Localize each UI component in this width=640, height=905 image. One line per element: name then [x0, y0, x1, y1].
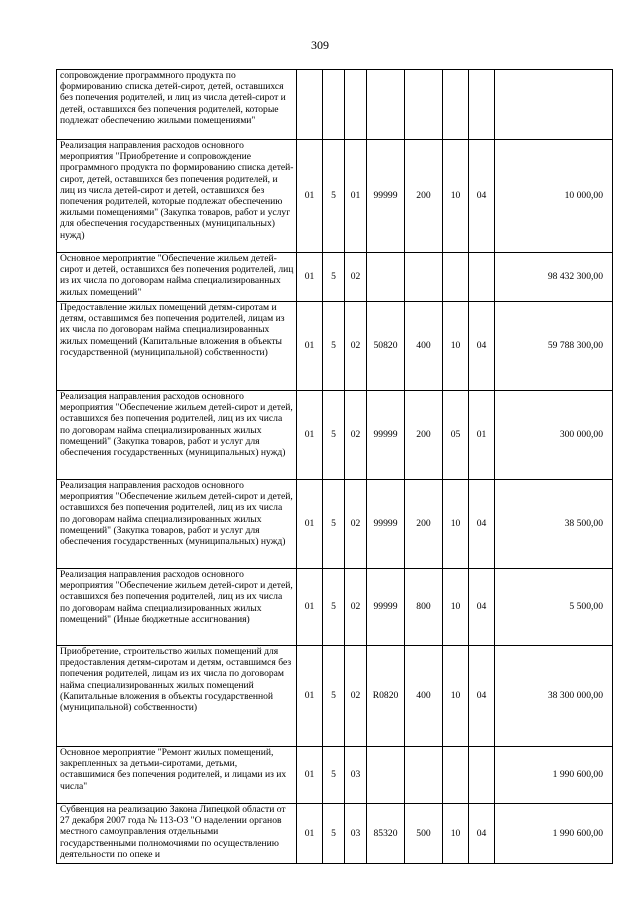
main-event-code-cell [345, 70, 367, 140]
subprogram-code-cell: 5 [323, 391, 345, 480]
subsection-cell [469, 253, 495, 302]
expense-type-cell: 200 [405, 140, 443, 253]
table-row [57, 302, 613, 391]
subsection-cell: 04 [469, 480, 495, 569]
amount-cell: 38 300 000,00 [495, 646, 613, 747]
direction-code-cell: 99999 [367, 569, 405, 646]
program-code-cell: 01 [297, 569, 323, 646]
subprogram-code-cell: 5 [323, 480, 345, 569]
description-cell: сопровождение программного продукта по формированию списка детей-сирот, детей, оставшихся без попечения родителей, и лиц из числа детей-сирот и детей, оставшихся без попечения родителей, которые подлежат обеспечению жилыми помещениями" [57, 70, 297, 140]
section-cell: 10 [443, 804, 469, 864]
expense-type-cell: 800 [405, 569, 443, 646]
table-row [57, 804, 613, 864]
direction-code-cell: R0820 [367, 646, 405, 747]
expense-type-cell [405, 747, 443, 804]
direction-code-cell: 85320 [367, 804, 405, 864]
main-event-code-cell: 02 [345, 302, 367, 391]
subsection-cell: 04 [469, 804, 495, 864]
subsection-cell: 04 [469, 302, 495, 391]
description-cell: Реализация направления расходов основного мероприятия "Обеспечение жильем детей-сирот и детей, оставшихся без попечения родителей, лиц из их числа по договорам найма специализированных жилых помещений" (Закупка товаров, работ и услуг для обеспечения государственных (муниципальных) нужд) [57, 391, 297, 480]
expense-type-cell: 200 [405, 391, 443, 480]
main-event-code-cell: 02 [345, 480, 367, 569]
program-code-cell: 01 [297, 253, 323, 302]
subprogram-code-cell: 5 [323, 253, 345, 302]
description-cell: Предоставление жилых помещений детям-сиротам и детям, оставшимся без попечения родителей, лицам из их числа по договорам найма специализированных жилых помещений (Капитальные вложения в объекты государственной (муниципальной) собственности) [57, 302, 297, 391]
direction-code-cell: 50820 [367, 302, 405, 391]
table-row [57, 253, 613, 302]
subprogram-code-cell: 5 [323, 804, 345, 864]
subprogram-code-cell: 5 [323, 747, 345, 804]
subsection-cell: 04 [469, 646, 495, 747]
main-event-code-cell: 02 [345, 646, 367, 747]
table-row [57, 140, 613, 253]
main-event-code-cell: 01 [345, 140, 367, 253]
amount-cell: 10 000,00 [495, 140, 613, 253]
description-cell: Реализация направления расходов основного мероприятия "Обеспечение жильем детей-сирот и детей, оставшихся без попечения родителей, лиц из их числа по договорам найма специализированных жилых помещений" (Иные бюджетные ассигнования) [57, 569, 297, 646]
subprogram-code-cell [323, 70, 345, 140]
amount-cell: 38 500,00 [495, 480, 613, 569]
main-event-code-cell: 02 [345, 569, 367, 646]
amount-cell: 1 990 600,00 [495, 804, 613, 864]
expense-type-cell [405, 70, 443, 140]
subprogram-code-cell: 5 [323, 140, 345, 253]
program-code-cell: 01 [297, 302, 323, 391]
section-cell [443, 70, 469, 140]
subprogram-code-cell: 5 [323, 646, 345, 747]
description-cell: Реализация направления расходов основного мероприятия "Приобретение и сопровождение программного продукта по формированию списка детей-сирот, детей, оставшихся без попечения родителей, и лиц из числа детей-сирот и детей, оставшихся без попечения родителей, которые подлежат обеспечению жилыми помещениями" (Закупка товаров, работ и услуг для обеспечения государственных (муниципальных) нужд) [57, 140, 297, 253]
table-row [57, 569, 613, 646]
program-code-cell: 01 [297, 747, 323, 804]
table-row [57, 646, 613, 747]
program-code-cell: 01 [297, 646, 323, 747]
table-row [57, 480, 613, 569]
table-body [57, 70, 613, 864]
direction-code-cell [367, 70, 405, 140]
amount-cell: 98 432 300,00 [495, 253, 613, 302]
description-cell: Основное мероприятие "Ремонт жилых помещений, закрепленных за детьми-сиротами, детьми, оставшимися без попечения родителей, и лицами из их числа" [57, 747, 297, 804]
budget-table [56, 69, 613, 864]
section-cell: 10 [443, 302, 469, 391]
description-cell: Основное мероприятие "Обеспечение жильем детей-сирот и детей, оставшихся без попечения родителей, лиц из их числа по договорам найма специализированных жилых помещений" [57, 253, 297, 302]
subsection-cell [469, 70, 495, 140]
expense-type-cell [405, 253, 443, 302]
subsection-cell: 04 [469, 140, 495, 253]
section-cell [443, 747, 469, 804]
direction-code-cell [367, 747, 405, 804]
subprogram-code-cell: 5 [323, 302, 345, 391]
page-number: 309 [311, 38, 329, 52]
amount-cell: 300 000,00 [495, 391, 613, 480]
table-row [57, 391, 613, 480]
main-event-code-cell: 03 [345, 804, 367, 864]
amount-cell: 1 990 600,00 [495, 747, 613, 804]
direction-code-cell: 99999 [367, 140, 405, 253]
program-code-cell: 01 [297, 391, 323, 480]
expense-type-cell: 400 [405, 302, 443, 391]
amount-cell: 5 500,00 [495, 569, 613, 646]
amount-cell [495, 70, 613, 140]
subsection-cell [469, 747, 495, 804]
program-code-cell: 01 [297, 140, 323, 253]
subsection-cell: 04 [469, 569, 495, 646]
main-event-code-cell: 02 [345, 391, 367, 480]
subprogram-code-cell: 5 [323, 569, 345, 646]
description-cell: Субвенция на реализацию Закона Липецкой области от 27 декабря 2007 года № 113-ОЗ "О наделении органов местного самоуправления отдельными государственными полномочиями по осуществлению деятельности по опеке и [57, 804, 297, 864]
direction-code-cell: 99999 [367, 480, 405, 569]
section-cell [443, 253, 469, 302]
main-event-code-cell: 02 [345, 253, 367, 302]
description-cell: Приобретение, строительство жилых помещений для предоставления детям-сиротам и детям, оставшимся без попечения родителей, лицам из их числа по договорам найма специализированных жилых помещений (Капитальные вложения в объекты государственной (муниципальной) собственности) [57, 646, 297, 747]
subsection-cell: 01 [469, 391, 495, 480]
section-cell: 10 [443, 569, 469, 646]
expense-type-cell: 400 [405, 646, 443, 747]
program-code-cell [297, 70, 323, 140]
program-code-cell: 01 [297, 480, 323, 569]
program-code-cell: 01 [297, 804, 323, 864]
table-row [57, 747, 613, 804]
expense-type-cell: 200 [405, 480, 443, 569]
direction-code-cell [367, 253, 405, 302]
expense-type-cell: 500 [405, 804, 443, 864]
direction-code-cell: 99999 [367, 391, 405, 480]
table-row [57, 70, 613, 140]
description-cell: Реализация направления расходов основного мероприятия "Обеспечение жильем детей-сирот и детей, оставшихся без попечения родителей, лиц из их числа по договорам найма специализированных жилых помещений" (Закупка товаров, работ и услуг для обеспечения государственных (муниципальных) нужд) [57, 480, 297, 569]
section-cell: 10 [443, 480, 469, 569]
section-cell: 05 [443, 391, 469, 480]
amount-cell: 59 788 300,00 [495, 302, 613, 391]
section-cell: 10 [443, 646, 469, 747]
section-cell: 10 [443, 140, 469, 253]
main-event-code-cell: 03 [345, 747, 367, 804]
